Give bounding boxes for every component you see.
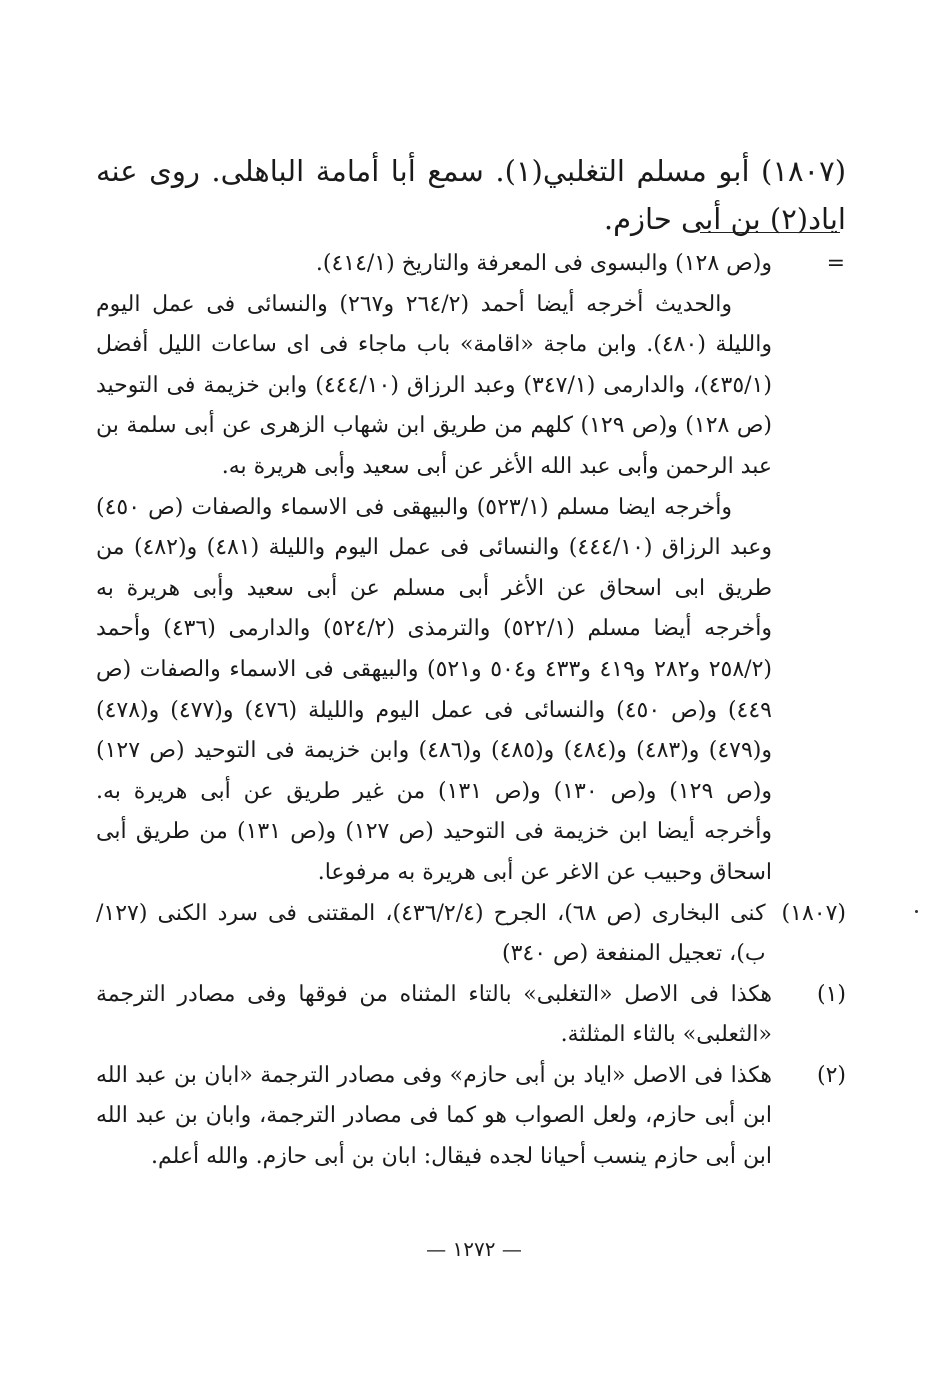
continued-footnote: [96, 244, 846, 894]
footnotes-section: [96, 244, 846, 1178]
footnote-1807: [96, 894, 846, 975]
footnote-1: [96, 975, 846, 1056]
continued-footnote-body: [96, 244, 772, 894]
footnote-text: كنى البخارى (ص ٦٨)، الجرح (٤٣٦/٢/٤)، المقتنى فى سرد الكنى (١٢٧/ب)، تعجيل المنفعة (ص ٣٤٠): [96, 900, 766, 967]
continued-paragraph: والحديث أخرجه أيضا أحمد (٢٦٤/٢ و٢٦٧) والنسائى فى عمل اليوم والليلة (٤٨٠). وابن ماجة «اقامة» باب ماجاء فى اى ساعات الليل أفضل (٤٣٥/١)، والدارمى (٣٤٧/١) وعبد الرزاق (٤٤٤/١٠) وابن خزيمة فى التوحيد (ص ١٢٨) و(ص ١٢٩) كلهم من طريق ابن شهاب الزهرى عن أبى سلمة بن عبد الرحمن وأبى عبد الله الأغر عن أبى سعيد وأبى هريرة به.: [96, 291, 772, 479]
footnote-text: هكذا فى الاصل «اياد بن أبى حازم» وفى مصادر الترجمة «ابان بن عبد الله ابن أبى حازم، ولعل الصواب هو كما فى مصادر الترجمة، وابان بن عبد الله ابن أبى حازم ينسب أحيانا لجده فيقال: ابان بن أبى حازم. والله أعلم.: [96, 1062, 772, 1170]
page-number: — ١٢٧٢ —: [426, 1237, 522, 1261]
footnote-2: [96, 1056, 846, 1178]
continued-paragraph: و(ص ١٢٨) والبسوى فى المعرفة والتاريخ (٤١٤/١).: [315, 251, 772, 276]
continued-paragraph: وأخرجه ايضا مسلم (٥٢٣/١) والبيهقى فى الاسماء والصفات (ص ٤٥٠) وعبد الرزاق (٤٤٤/١٠) والنسائى فى عمل اليوم والليلة (٤٨١) و(٤٨٢) من طريق ابى اسحاق عن الأغر أبى مسلم عن أبى سعيد وأبى هريرة به وأخرجه أيضا مسلم (٥٢٢/١) والترمذى (٥٢٤/٢) والدارمى (٤٣٦) وأحمد (٢٥٨/٢ و٢٨٢ و٤١٩ و٤٣٣ و٥٠٤ و٥٢١) والبيهقى فى الاسماء والصفات (ص ٤٤٩) و(ص ٤٥٠) والنسائى فى عمل اليوم والليلة (٤٧٦) و(٤٧٧) و(٤٧٨) و(٤٧٩) و(٤٨٣) و(٤٨٤) و(٤٨٥) و(٤٨٦) وابن خزيمة فى التوحيد (ص ١٢٧) و(ص ١٢٩) و(ص ١٣٠) و(ص ١٣١) من غير طريق عن أبى هريرة به. وأخرجه أيضا ابن خزيمة فى التوحيد (ص ١٢٧) و(ص ١٣١) من طريق أبى اسحاق وحبيب عن الاغر عن أبى هريرة به مرفوعا.: [96, 494, 773, 885]
biography-entry: (١٨٠٧) أبو مسلم التغلبي(١). سمع أبا أمامة الباهلى. روى عنه اياد(٢) بن أبى حازم.: [96, 154, 847, 236]
footnote-marker: (١): [816, 981, 846, 1007]
footnote-separator: [700, 232, 840, 233]
footnote-text: هكذا فى الاصل «التغلبى» بالتاء المثناه من فوقها وفى مصادر الترجمة «الثعلبى» بالثاء المثلثة.: [96, 981, 772, 1048]
scan-speck: [915, 910, 918, 913]
continuation-marker: =: [826, 251, 846, 276]
footnote-marker: (١٨٠٧): [781, 900, 846, 926]
footnote-marker: (٢): [816, 1062, 846, 1088]
